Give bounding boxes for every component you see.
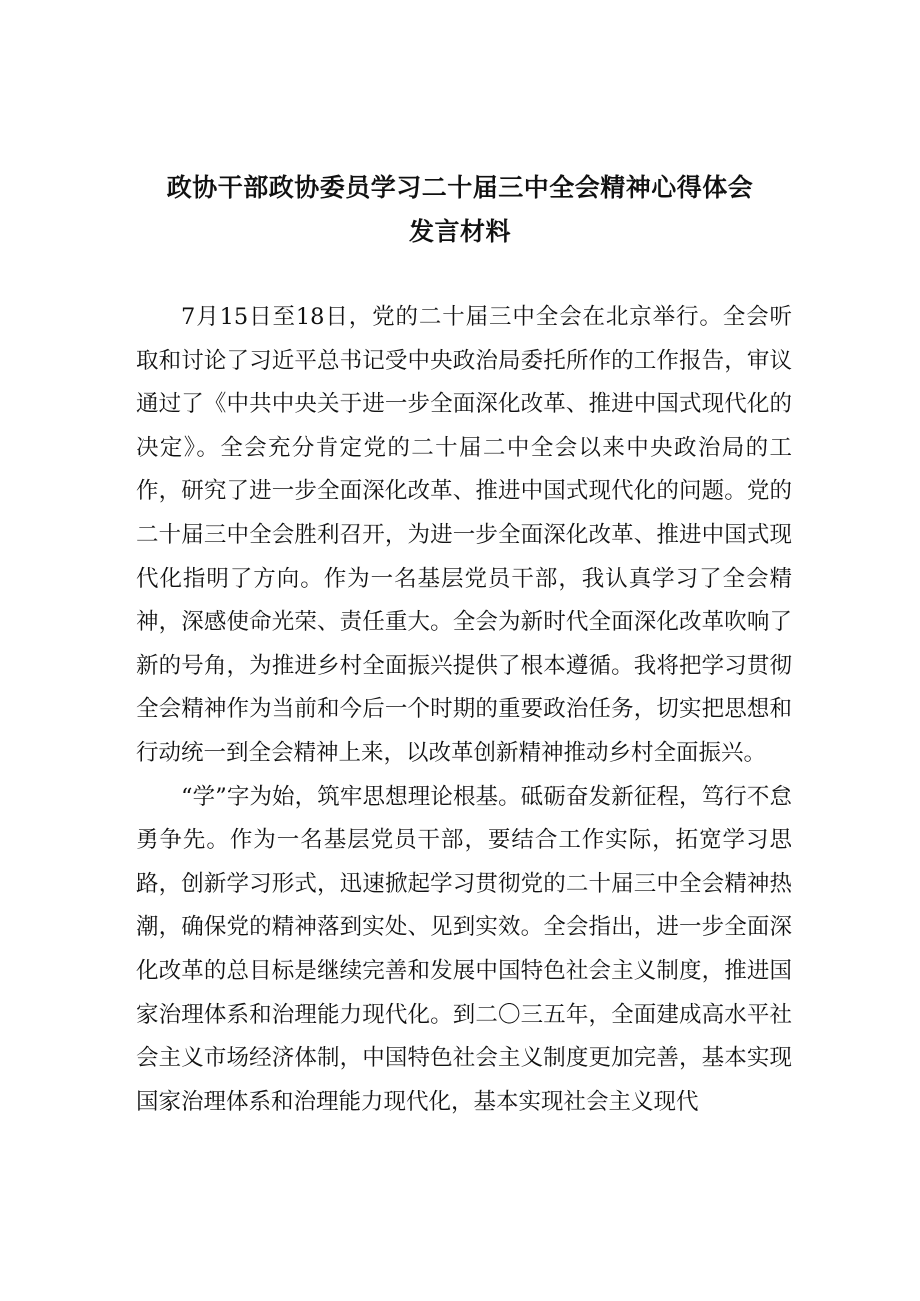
paragraph-2: “学”字为始，筑牢思想理论根基。砥砺奋发新征程，笃行不怠勇争先。作为一名基层党员干部，要结合工作实际，拓宽学习思路，创新学习形式，迅速掀起学习贯彻党的二十届三中全会精神热潮，确保党的精神落到实处、见到实效。全会指出，进一步全面深化改革的总目标是继续完善和发展中国特色社会主义制度，推进国家治理体系和治理能力现代化。到二〇三五年，全面建成高水平社会主义市场经济体制，中国特色社会主义制度更加完善，基本实现国家治理体系和治理能力现代化，基本实现社会主义现代 (136, 783, 792, 1115)
document-body (136, 296, 792, 1124)
paragraph-1: 7月15日至18日，党的二十届三中全会在北京举行。全会听取和讨论了习近平总书记受中央政治局委托所作的工作报告，审议通过了《中共中央关于进一步全面深化改革、推进中国式现代化的决定》。全会充分肯定党的二十届二中全会以来中央政治局的工作，研究了进一步全面深化改革、推进中国式现代化的问题。党的二十届三中全会胜利召开，为进一步全面深化改革、推进中国式现代化指明了方向。作为一名基层党员干部，我认真学习了全会精神，深感使命光荣、责任重大。全会为新时代全面深化改革吹响了新的号角，为推进乡村全面振兴提供了根本遵循。我将把学习贯彻全会精神作为当前和今后一个时期的重要政治任务，切实把思想和行动统一到全会精神上来，以改革创新精神推动乡村全面振兴。 (136, 304, 792, 766)
title-line-1: 政协干部政协委员学习二十届三中全会精神心得体会 (166, 173, 754, 202)
document-title (0, 166, 920, 254)
title-line-2: 发言材料 (408, 217, 511, 246)
